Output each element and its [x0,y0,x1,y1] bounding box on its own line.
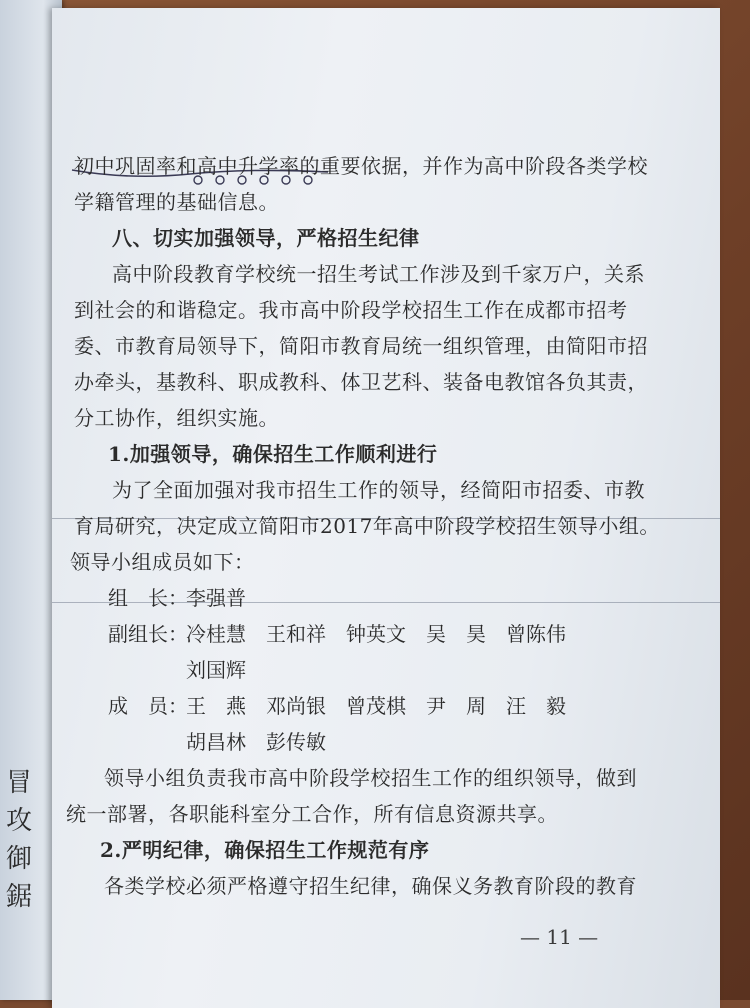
leader-name: 李强普 [186,586,246,610]
subsection-heading: 1.加强领导，确保招生工作顺利进行 [108,442,438,466]
underlying-char: 御 [6,844,33,874]
deputy-names: 冷桂慧 王和祥 钟英文 吴 昊 曾陈伟 [186,622,566,646]
underlying-char: 鋸 [6,882,33,912]
subsection-heading: 2.严明纪律，确保招生工作规范有序 [100,838,430,862]
body-text-line: 各类学校必须严格遵守招生纪律，确保义务教育阶段的教育 [104,874,637,898]
body-text-line: 高中阶段教育学校统一招生考试工作涉及到千家万户，关系 [112,262,645,286]
body-text-line: 育局研究，决定成立简阳市2017年高中阶段学校招生领导小组。 [74,514,660,538]
body-text-line: 领导小组成员如下： [70,550,255,574]
body-text-line: 初中巩固率和高中升学率的重要依据，并作为高中阶段各类学校 [74,154,648,178]
page-number: — 11 — [520,925,599,949]
body-text-line: 办牵头，基教科、职成教科、体卫艺科、装备电教馆各负其责， [74,370,648,394]
body-text-line: 领导小组负责我市高中阶段学校招生工作的组织领导，做到 [104,766,637,790]
member-names: 王 燕 邓尚银 曾茂棋 尹 周 汪 毅 [186,694,566,718]
member-names: 胡昌林 彭传敏 [186,730,326,754]
body-text-line: 分工协作，组织实施。 [74,406,279,430]
underlying-char: 冒 [6,768,33,798]
underlying-char: 攻 [6,806,33,836]
section-heading: 八、切实加强领导，严格招生纪律 [112,226,420,250]
body-text-line: 统一部署，各职能科室分工合作，所有信息资源共享。 [66,802,558,826]
deputy-label: 副组长： [108,622,188,646]
members-label: 成 员： [108,694,188,718]
deputy-names: 刘国辉 [186,658,246,682]
body-text-line: 学籍管理的基础信息。 [74,190,279,214]
leader-label: 组 长： [108,586,188,610]
body-text-line: 委、市教育局领导下，简阳市教育局统一组织管理，由简阳市招 [74,334,648,358]
body-text-line: 为了全面加强对我市招生工作的领导，经简阳市招委、市教 [112,478,645,502]
body-text-line: 到社会的和谐稳定。我市高中阶段学校招生工作在成都市招考 [74,298,628,322]
